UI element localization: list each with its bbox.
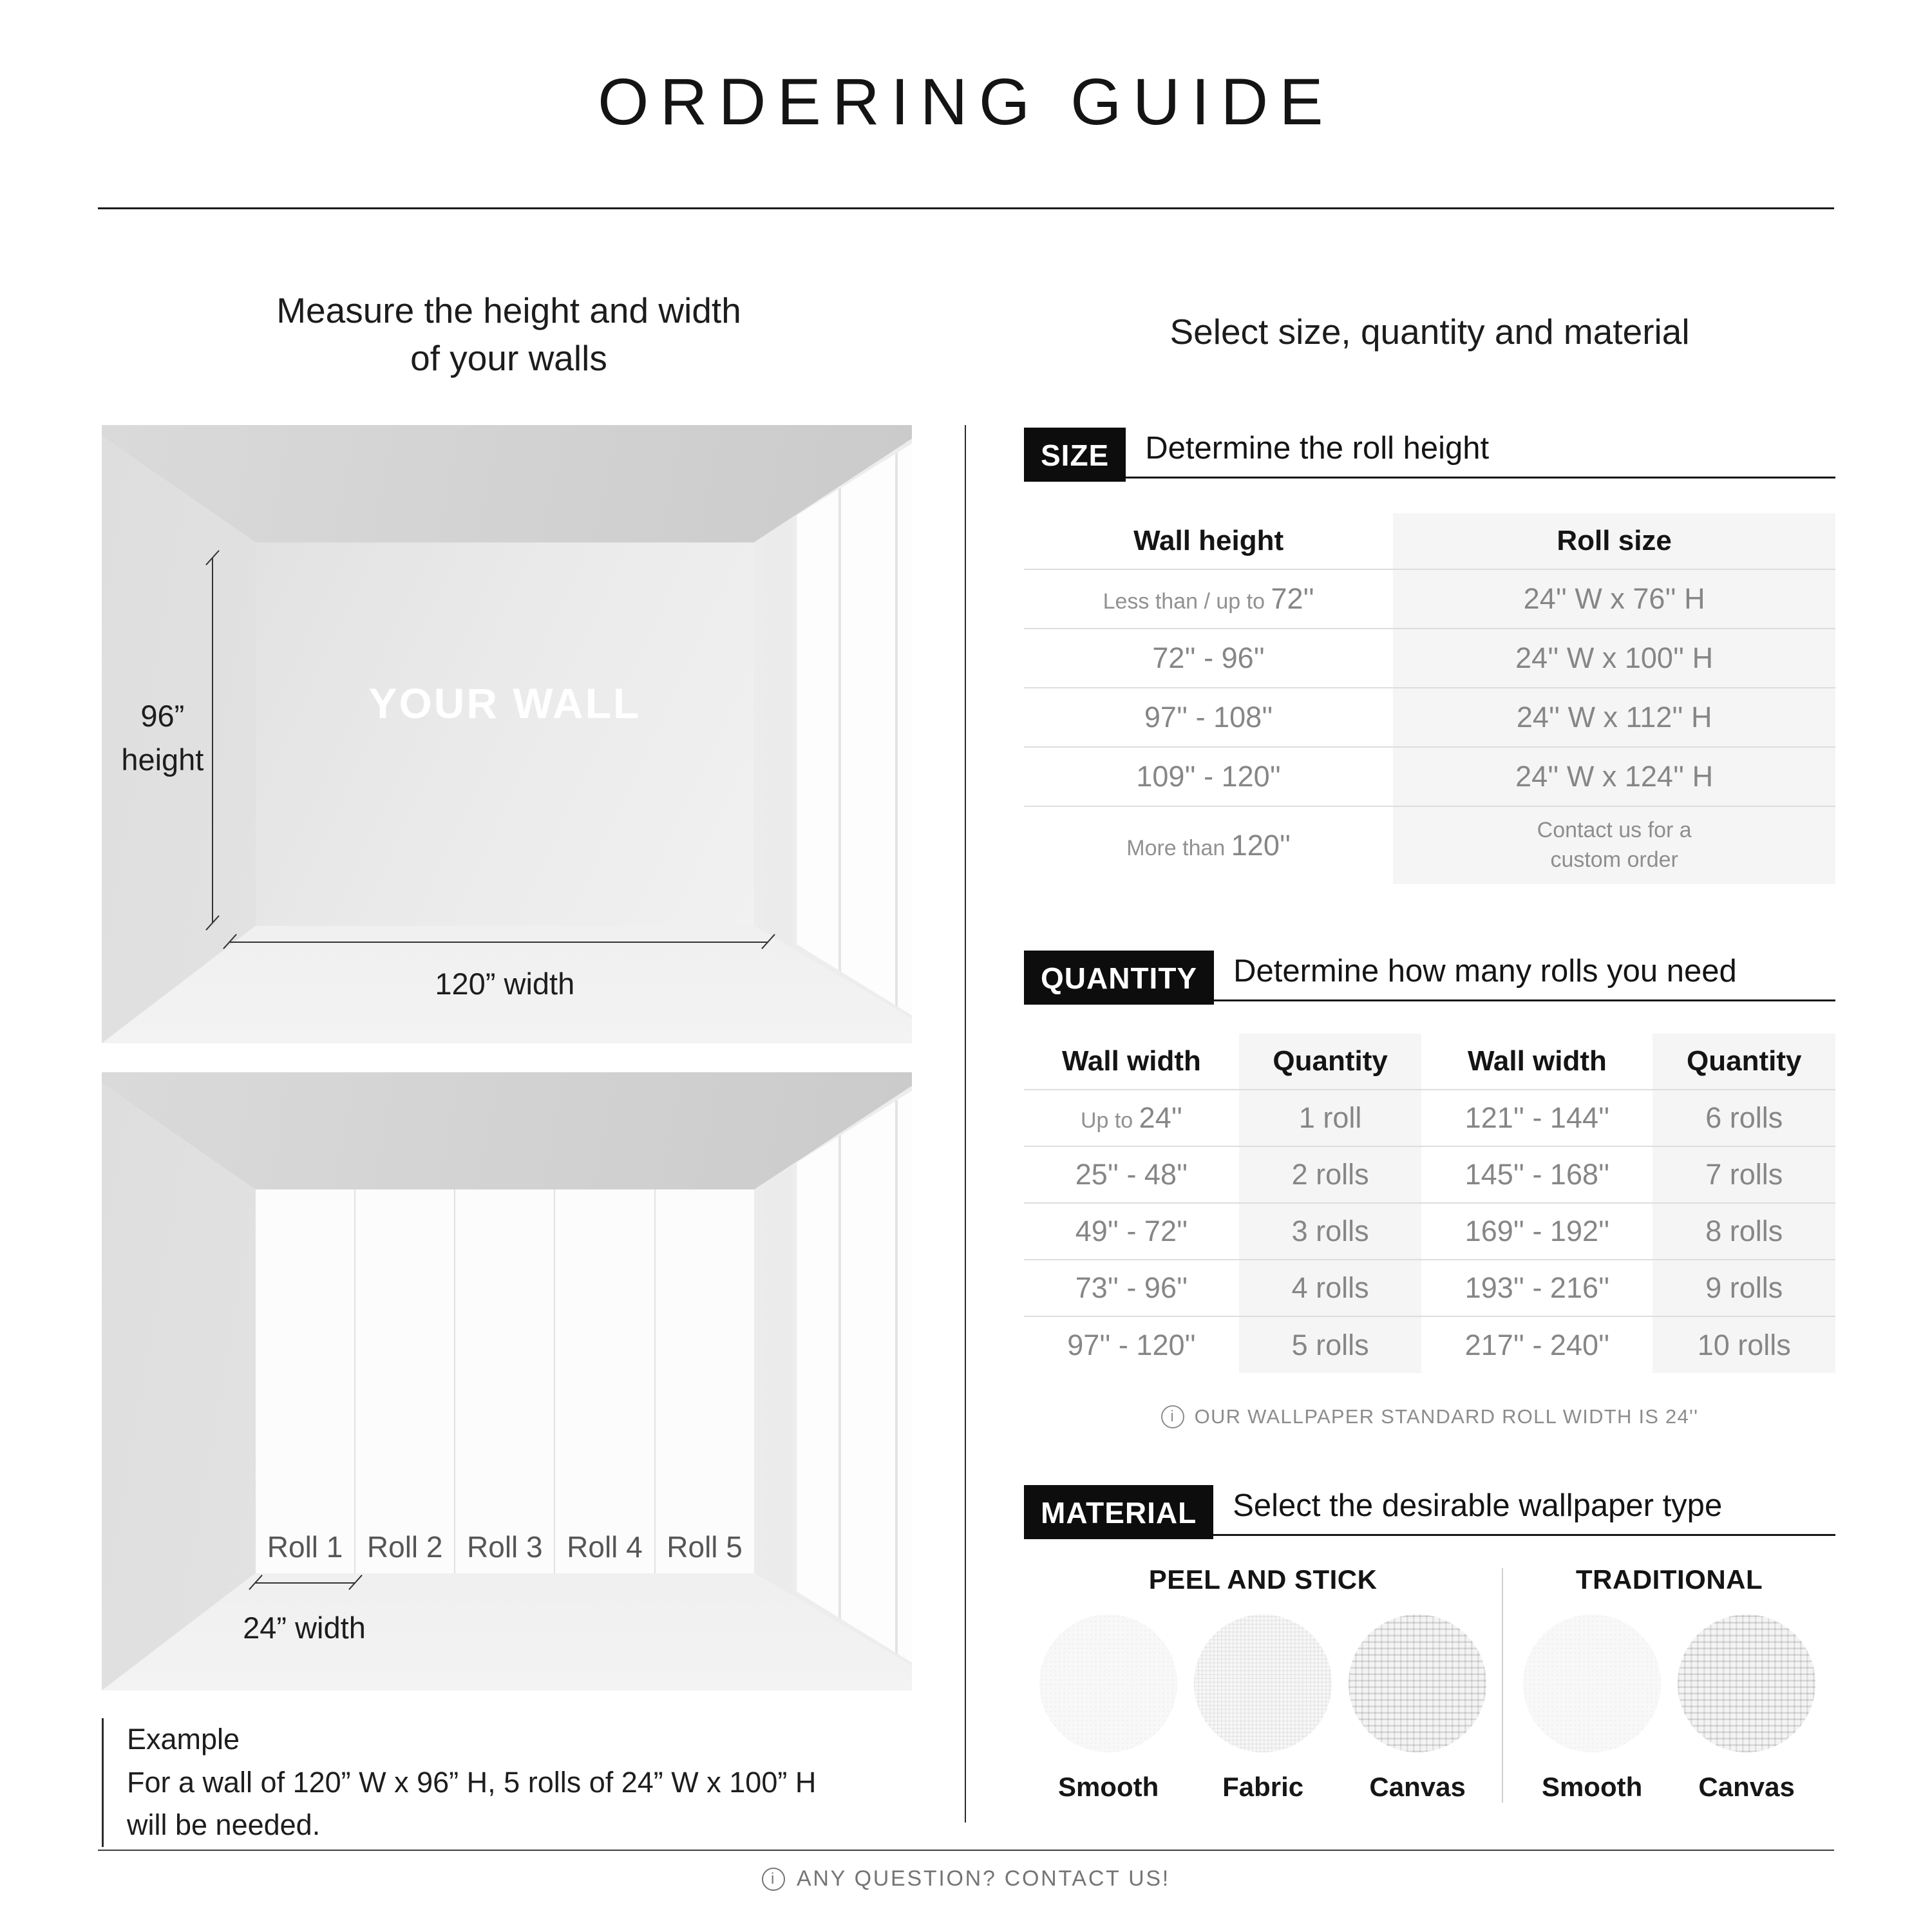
quantity-cell: 9 rolls [1653, 1260, 1835, 1316]
wall-width-cell: 217'' - 240'' [1421, 1316, 1653, 1373]
swatch-canvas [1678, 1615, 1815, 1803]
quantity-cell: 2 rolls [1239, 1146, 1422, 1203]
cell-value: 72'' - 96'' [1152, 641, 1265, 674]
room-illustration-measure [102, 425, 912, 1043]
cell-prefix: More than [1126, 835, 1231, 860]
quantity-cell: 10 rolls [1653, 1316, 1835, 1373]
title-divider [98, 207, 1834, 209]
wall-width-cell: 145'' - 168'' [1421, 1146, 1653, 1203]
width-dimension-line [230, 942, 769, 943]
quantity-table-row [1024, 1203, 1835, 1260]
roll-label: Roll 5 [667, 1530, 743, 1564]
wall-width-label: 120” width [435, 967, 575, 1001]
roll-label: Roll 3 [467, 1530, 543, 1564]
left-heading-line1: Measure the height and width [276, 290, 741, 330]
swatch-label: Smooth [1541, 1772, 1643, 1802]
quantity-table-row [1024, 1316, 1835, 1373]
your-wall-label: YOUR WALL [368, 679, 641, 727]
cell-value: 72'' [1271, 582, 1314, 615]
size-table-header-row [1024, 513, 1835, 569]
custom-order-line1: Contact us for a [1537, 818, 1692, 842]
wall-width-cell: 73'' - 96'' [1024, 1260, 1239, 1316]
wall-width-cell: 49'' - 72'' [1024, 1203, 1239, 1260]
quantity-cell: 3 rolls [1239, 1203, 1422, 1260]
wallpaper-panels [256, 1189, 754, 1573]
wall-width-cell [1024, 1090, 1239, 1146]
size-section [1024, 428, 1835, 884]
roll-width-label: 24” width [243, 1611, 366, 1645]
roll-width-note [1024, 1405, 1835, 1428]
swatch-smooth [1523, 1615, 1661, 1803]
quantity-cell: 8 rolls [1653, 1203, 1835, 1260]
size-table-row [1024, 569, 1835, 629]
left-column-heading [103, 287, 914, 383]
wall-height-cell [1024, 806, 1393, 884]
wall-height-word: height [121, 742, 204, 777]
material-section [1024, 1485, 1835, 1803]
material-groups [1024, 1564, 1835, 1803]
left-heading-line2: of your walls [410, 338, 607, 379]
example-title: Example [127, 1723, 240, 1756]
wall-width-cell: 121'' - 144'' [1421, 1090, 1653, 1146]
cell-prefix: Less than / up to [1103, 589, 1271, 614]
size-table [1024, 513, 1835, 884]
canvas-texture-circle [1349, 1615, 1486, 1752]
roll-size-cell: 24'' W x 76'' H [1393, 569, 1835, 629]
quantity-section [1024, 951, 1835, 1428]
example-note [102, 1718, 913, 1847]
roll-label: Roll 1 [267, 1530, 343, 1564]
quantity-cell: 5 rolls [1239, 1316, 1422, 1373]
quantity-cell: 6 rolls [1653, 1090, 1835, 1146]
wall-height-label [110, 694, 216, 782]
wall-height-cell [1024, 569, 1393, 629]
wall-height-cell [1024, 629, 1393, 688]
material-group-name: TRADITIONAL [1576, 1564, 1763, 1595]
quantity-table [1024, 1034, 1835, 1373]
swatch-row [1024, 1615, 1502, 1803]
smooth-texture-circle [1523, 1615, 1661, 1752]
swatch-fabric [1194, 1615, 1332, 1803]
size-section-header [1024, 428, 1835, 478]
roll-size-cell: 24'' W x 124'' H [1393, 747, 1835, 806]
size-table-row [1024, 629, 1835, 688]
wall-width-cell: 193'' - 216'' [1421, 1260, 1653, 1316]
material-badge: MATERIAL [1024, 1485, 1213, 1539]
quantity-cell: 1 roll [1239, 1090, 1422, 1146]
size-badge: SIZE [1024, 428, 1126, 482]
roll-panel [256, 1189, 355, 1573]
footer-divider [98, 1850, 1834, 1851]
roll-width-dimension-line [256, 1582, 355, 1584]
swatch-label: Fabric [1222, 1772, 1304, 1802]
size-table-row [1024, 747, 1835, 806]
example-line2: will be needed. [127, 1808, 321, 1842]
size-col-roll-size: Roll size [1393, 513, 1835, 569]
wall-width-cell: 25'' - 48'' [1024, 1146, 1239, 1203]
room1-back-wall [256, 542, 754, 925]
wall-width-cell: 169'' - 192'' [1421, 1203, 1653, 1260]
example-line1: For a wall of 120” W x 96” H, 5 rolls of 24” W x 100” H [127, 1765, 817, 1799]
roll-panel [455, 1189, 555, 1573]
swatch-label: Canvas [1369, 1772, 1466, 1802]
quantity-cell: 4 rolls [1239, 1260, 1422, 1316]
roll-size-cell [1393, 806, 1835, 884]
quantity-table-header-row [1024, 1034, 1835, 1090]
room-illustration-rolls [102, 1072, 912, 1690]
swatch-row [1503, 1615, 1835, 1803]
column-divider [965, 425, 966, 1823]
size-col-wall-height: Wall height [1133, 525, 1284, 556]
size-subtitle: Determine the roll height [1145, 431, 1490, 466]
fabric-texture-circle [1194, 1615, 1332, 1752]
wall-height-cell [1024, 688, 1393, 747]
swatch-label: Smooth [1057, 1772, 1159, 1802]
material-group-name: PEEL AND STICK [1148, 1564, 1378, 1595]
roll-label: Roll 2 [366, 1530, 443, 1564]
quantity-table-row [1024, 1146, 1835, 1203]
cell-value: 109'' - 120'' [1136, 760, 1281, 793]
roll-width-note-text: OUR WALLPAPER STANDARD ROLL WIDTH IS 24'' [1194, 1405, 1699, 1428]
footer [0, 1866, 1932, 1891]
roll-panel [555, 1189, 655, 1573]
qty-col-quantity-2: Quantity [1653, 1034, 1835, 1090]
wall-width-cell: 97'' - 120'' [1024, 1316, 1239, 1373]
swatch-label: Canvas [1698, 1772, 1795, 1802]
wall-height-value: 96” [140, 698, 185, 733]
swatch-smooth [1039, 1615, 1177, 1803]
qty-col-wall-width-2: Wall width [1467, 1045, 1607, 1077]
footer-text: ANY QUESTION? CONTACT US! [797, 1866, 1170, 1891]
roll-size-cell: 24'' W x 100'' H [1393, 629, 1835, 688]
info-icon [1161, 1405, 1184, 1428]
quantity-cell: 7 rolls [1653, 1146, 1835, 1203]
smooth-texture-circle [1039, 1615, 1177, 1752]
info-icon [762, 1868, 785, 1891]
size-table-row [1024, 688, 1835, 747]
canvas-texture-circle [1678, 1615, 1815, 1752]
quantity-badge: QUANTITY [1024, 951, 1214, 1005]
material-group-peel-and-stick [1024, 1564, 1502, 1803]
wall-height-cell [1024, 747, 1393, 806]
qty-col-wall-width-1: Wall width [1061, 1045, 1201, 1077]
quantity-table-row [1024, 1090, 1835, 1146]
qty-col-quantity-1: Quantity [1239, 1034, 1422, 1090]
quantity-table-row [1024, 1260, 1835, 1316]
page-title: ORDERING GUIDE [598, 65, 1334, 138]
size-table-row [1024, 806, 1835, 884]
quantity-section-header [1024, 951, 1835, 1001]
roll-size-cell: 24'' W x 112'' H [1393, 688, 1835, 747]
quantity-subtitle: Determine how many rolls you need [1233, 954, 1737, 989]
roll-label: Roll 4 [567, 1530, 643, 1564]
roll-panel [355, 1189, 455, 1573]
swatch-canvas [1349, 1615, 1486, 1803]
roll-panel [656, 1189, 754, 1573]
cell-value: 24'' [1139, 1101, 1182, 1134]
custom-order-line2: custom order [1550, 847, 1678, 872]
material-group-traditional [1503, 1564, 1835, 1803]
cell-value: 120'' [1231, 828, 1291, 862]
right-column-heading: Select size, quantity and material [1170, 312, 1690, 352]
cell-prefix: Up to [1080, 1108, 1139, 1133]
material-section-header [1024, 1485, 1835, 1536]
material-subtitle: Select the desirable wallpaper type [1233, 1488, 1723, 1523]
cell-value: 97'' - 108'' [1144, 701, 1273, 734]
